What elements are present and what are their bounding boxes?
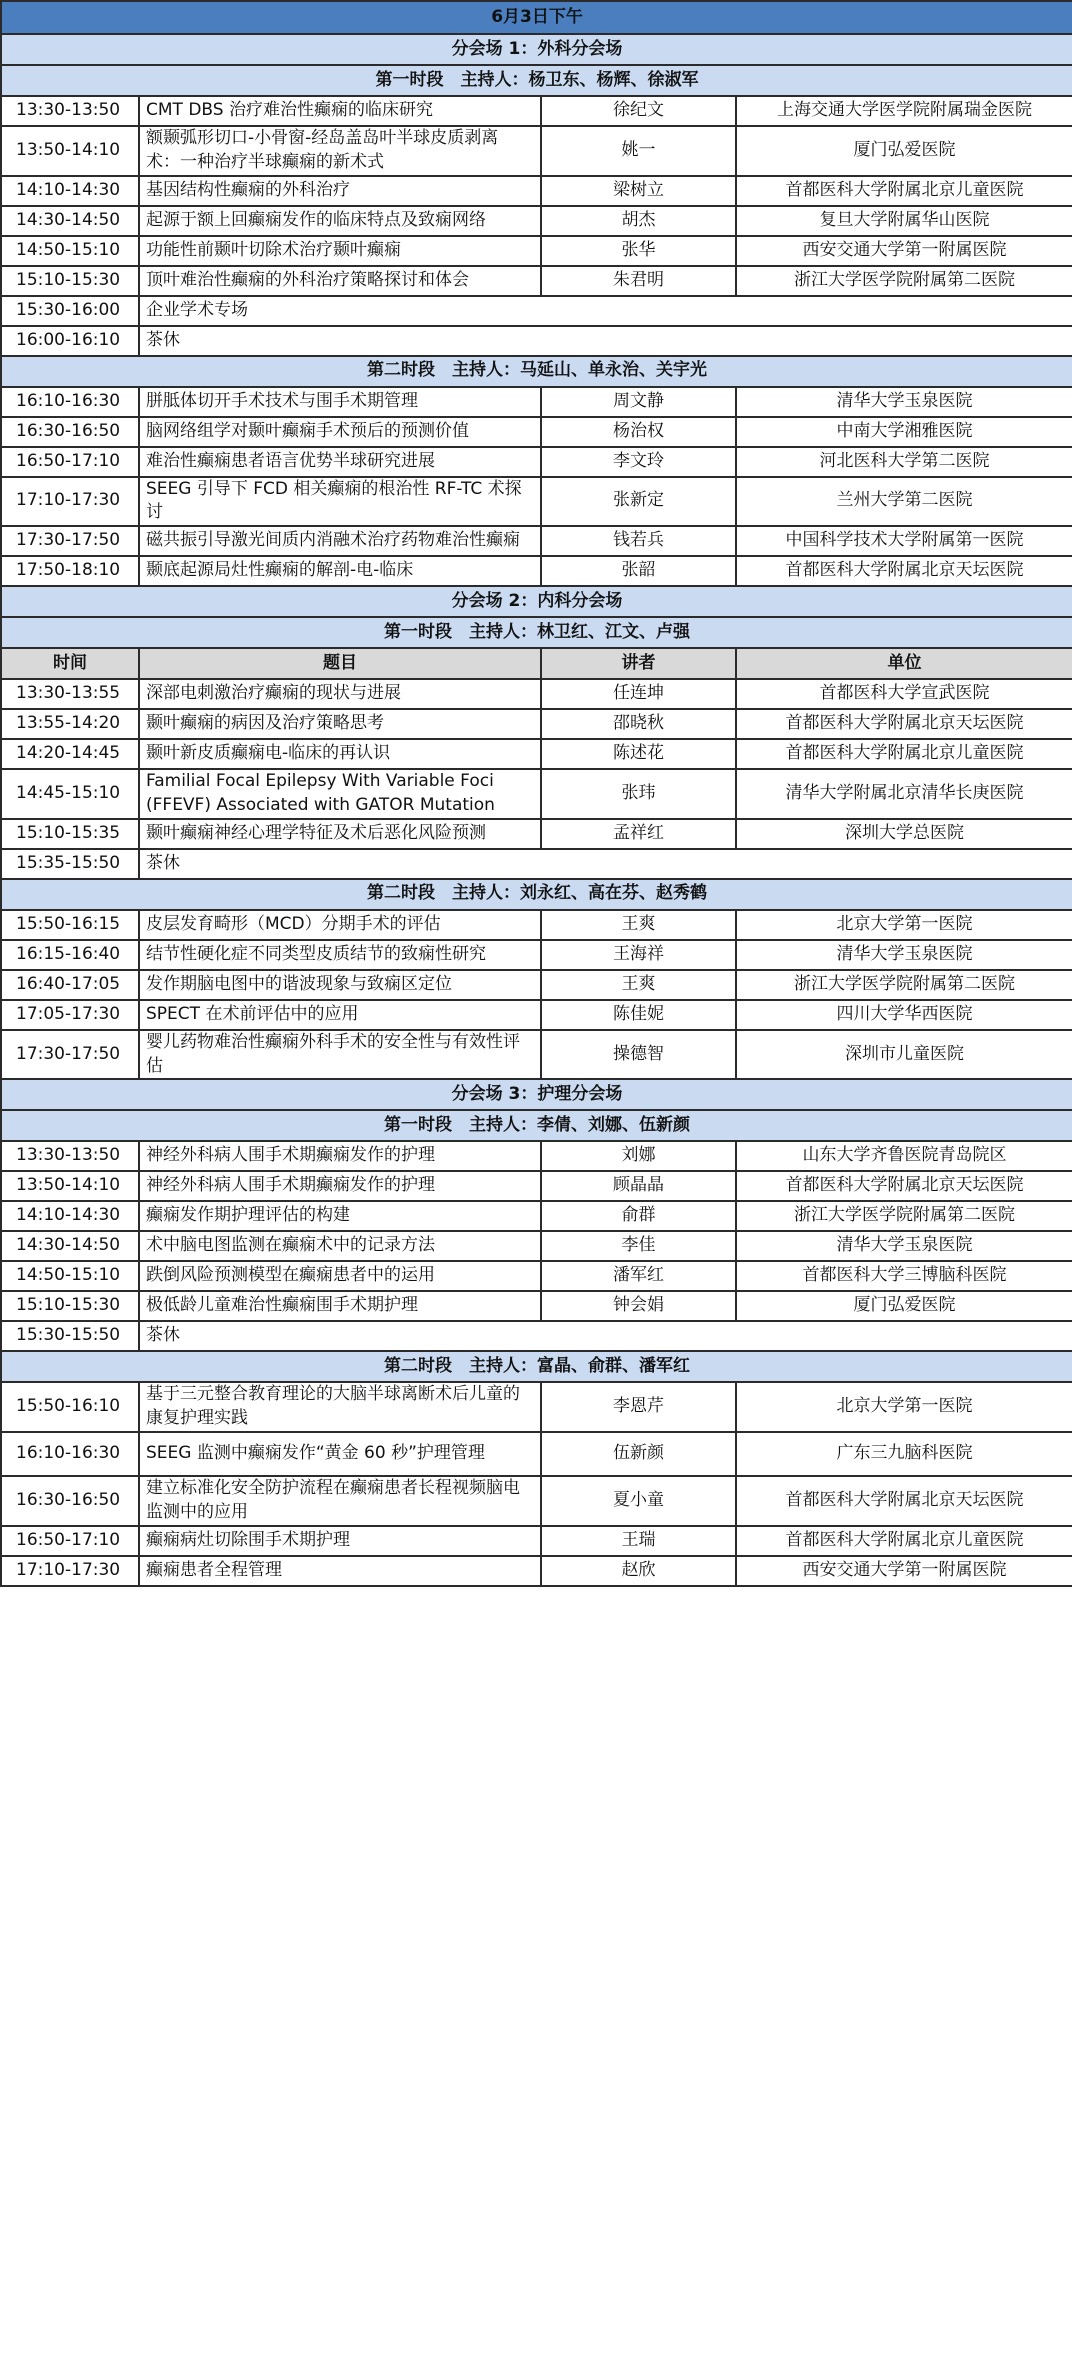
org-cell: 中国科学技术大学附属第一医院 — [736, 526, 1072, 556]
org-cell: 浙江大学医学院附属第二医院 — [736, 266, 1072, 296]
table-row — [1, 1556, 1072, 1586]
topic-cell: 颞底起源局灶性癫痫的解剖-电-临床 — [139, 556, 541, 586]
speaker-cell: 李文玲 — [541, 447, 736, 477]
header-org: 单位 — [736, 648, 1072, 679]
speaker-cell: 赵欣 — [541, 1556, 736, 1586]
topic-cell: 功能性前颞叶切除术治疗颞叶癫痫 — [139, 236, 541, 266]
org-cell: 浙江大学医学院附属第二医院 — [736, 970, 1072, 1000]
time-cell: 13:50-14:10 — [1, 1171, 139, 1201]
topic-cell: 基因结构性癫痫的外科治疗 — [139, 176, 541, 206]
table-row — [1, 1141, 1072, 1171]
table-row — [1, 96, 1072, 126]
session-title: 第一时段 主持人：杨卫东、杨辉、徐淑军 — [1, 65, 1072, 96]
time-cell: 17:10-17:30 — [1, 477, 139, 527]
session-row — [1, 1351, 1072, 1382]
speaker-cell: 张韶 — [541, 556, 736, 586]
session-title: 第二时段 主持人：马延山、单永治、关宇光 — [1, 356, 1072, 387]
table-row — [1, 940, 1072, 970]
speaker-cell: 杨治权 — [541, 417, 736, 447]
topic-cell: 婴儿药物难治性癫痫外科手术的安全性与有效性评估 — [139, 1030, 541, 1080]
table-row — [1, 1000, 1072, 1030]
org-cell: 清华大学玉泉医院 — [736, 387, 1072, 417]
time-cell: 15:50-16:10 — [1, 1382, 139, 1432]
time-cell: 16:30-16:50 — [1, 417, 139, 447]
topic-cell: 茶休 — [139, 326, 1072, 356]
org-cell: 深圳市儿童医院 — [736, 1030, 1072, 1080]
org-cell: 上海交通大学医学院附属瑞金医院 — [736, 96, 1072, 126]
time-cell: 16:00-16:10 — [1, 326, 139, 356]
topic-cell: 颞叶癫痫神经心理学特征及术后恶化风险预测 — [139, 819, 541, 849]
org-cell: 首都医科大学附属北京儿童医院 — [736, 176, 1072, 206]
time-cell: 15:30-16:00 — [1, 296, 139, 326]
topic-cell: 顶叶难治性癫痫的外科治疗策略探讨和体会 — [139, 266, 541, 296]
speaker-cell: 刘娜 — [541, 1141, 736, 1171]
org-cell: 首都医科大学附属北京儿童医院 — [736, 739, 1072, 769]
topic-cell: 磁共振引导激光间质内消融术治疗药物难治性癫痫 — [139, 526, 541, 556]
topic-cell: 脑网络组学对颞叶癫痫手术预后的预测价值 — [139, 417, 541, 447]
topic-cell: 癫痫发作期护理评估的构建 — [139, 1201, 541, 1231]
time-cell: 17:50-18:10 — [1, 556, 139, 586]
speaker-cell: 俞群 — [541, 1201, 736, 1231]
org-cell: 广东三九脑科医院 — [736, 1432, 1072, 1476]
org-cell: 厦门弘爱医院 — [736, 1291, 1072, 1321]
speaker-cell: 顾晶晶 — [541, 1171, 736, 1201]
topic-cell: 神经外科病人围手术期癫痫发作的护理 — [139, 1141, 541, 1171]
time-cell: 16:30-16:50 — [1, 1476, 139, 1526]
topic-cell: SEEG 引导下 FCD 相关癫痫的根治性 RF-TC 术探讨 — [139, 477, 541, 527]
topic-cell: 茶休 — [139, 849, 1072, 879]
table-row — [1, 326, 1072, 356]
topic-cell: 极低龄儿童难治性癫痫围手术期护理 — [139, 1291, 541, 1321]
table-row — [1, 1476, 1072, 1526]
venue-row — [1, 586, 1072, 617]
time-cell: 14:45-15:10 — [1, 769, 139, 819]
table-row — [1, 970, 1072, 1000]
session-row — [1, 879, 1072, 910]
table-row — [1, 1432, 1072, 1476]
org-cell: 清华大学玉泉医院 — [736, 940, 1072, 970]
table-row — [1, 206, 1072, 236]
topic-cell: 结节性硬化症不同类型皮质结节的致痫性研究 — [139, 940, 541, 970]
session-row — [1, 1110, 1072, 1141]
speaker-cell: 钱若兵 — [541, 526, 736, 556]
topic-cell: 皮层发育畸形（MCD）分期手术的评估 — [139, 910, 541, 940]
speaker-cell: 孟祥红 — [541, 819, 736, 849]
table-row — [1, 769, 1072, 819]
session-title: 第二时段 主持人：富晶、俞群、潘军红 — [1, 1351, 1072, 1382]
time-cell: 16:10-16:30 — [1, 1432, 139, 1476]
topic-cell: 起源于额上回癫痫发作的临床特点及致痫网络 — [139, 206, 541, 236]
time-cell: 17:10-17:30 — [1, 1556, 139, 1586]
table-row — [1, 1201, 1072, 1231]
time-cell: 16:10-16:30 — [1, 387, 139, 417]
topic-cell: 发作期脑电图中的谐波现象与致痫区定位 — [139, 970, 541, 1000]
org-cell: 首都医科大学附属北京天坛医院 — [736, 1171, 1072, 1201]
table-row — [1, 1261, 1072, 1291]
table-row — [1, 526, 1072, 556]
title-row — [1, 1, 1072, 34]
session-row — [1, 356, 1072, 387]
speaker-cell: 王海祥 — [541, 940, 736, 970]
page-title: 6月3日下午 — [1, 1, 1072, 34]
topic-cell: 额颞弧形切口-小骨窗-经岛盖岛叶半球皮质剥离术：一种治疗半球癫痫的新术式 — [139, 126, 541, 176]
org-cell: 首都医科大学附属北京天坛医院 — [736, 1476, 1072, 1526]
topic-cell: Familial Focal Epilepsy With Variable Foci (FFEVF) Associated with GATOR Mutation — [139, 769, 541, 819]
time-cell: 15:10-15:30 — [1, 1291, 139, 1321]
speaker-cell: 姚一 — [541, 126, 736, 176]
topic-cell: 颞叶新皮质癫痫电-临床的再认识 — [139, 739, 541, 769]
table-row — [1, 1382, 1072, 1432]
topic-cell: 难治性癫痫患者语言优势半球研究进展 — [139, 447, 541, 477]
org-cell: 北京大学第一医院 — [736, 910, 1072, 940]
speaker-cell: 潘军红 — [541, 1261, 736, 1291]
table-row — [1, 1526, 1072, 1556]
time-cell: 13:30-13:55 — [1, 679, 139, 709]
topic-cell: 颞叶癫痫的病因及治疗策略思考 — [139, 709, 541, 739]
speaker-cell: 陈佳妮 — [541, 1000, 736, 1030]
time-cell: 17:05-17:30 — [1, 1000, 139, 1030]
topic-cell: 神经外科病人围手术期癫痫发作的护理 — [139, 1171, 541, 1201]
speaker-cell: 操德智 — [541, 1030, 736, 1080]
org-cell: 河北医科大学第二医院 — [736, 447, 1072, 477]
speaker-cell: 夏小童 — [541, 1476, 736, 1526]
venue-title: 分会场 2：内科分会场 — [1, 586, 1072, 617]
time-cell: 14:20-14:45 — [1, 739, 139, 769]
table-row — [1, 176, 1072, 206]
table-row — [1, 910, 1072, 940]
org-cell: 清华大学玉泉医院 — [736, 1231, 1072, 1261]
table-row — [1, 849, 1072, 879]
time-cell: 16:50-17:10 — [1, 447, 139, 477]
session-row — [1, 65, 1072, 96]
time-cell: 15:35-15:50 — [1, 849, 139, 879]
header-topic: 题目 — [139, 648, 541, 679]
speaker-cell: 朱君明 — [541, 266, 736, 296]
time-cell: 14:50-15:10 — [1, 1261, 139, 1291]
org-cell: 中南大学湘雅医院 — [736, 417, 1072, 447]
table-row — [1, 819, 1072, 849]
time-cell: 15:10-15:35 — [1, 819, 139, 849]
table-header-row — [1, 648, 1072, 679]
speaker-cell: 王爽 — [541, 970, 736, 1000]
venue-row — [1, 1079, 1072, 1110]
org-cell: 复旦大学附属华山医院 — [736, 206, 1072, 236]
speaker-cell: 梁树立 — [541, 176, 736, 206]
time-cell: 13:30-13:50 — [1, 96, 139, 126]
time-cell: 14:10-14:30 — [1, 1201, 139, 1231]
org-cell: 兰州大学第二医院 — [736, 477, 1072, 527]
time-cell: 15:30-15:50 — [1, 1321, 139, 1351]
venue-row — [1, 34, 1072, 65]
table-row — [1, 1291, 1072, 1321]
table-row — [1, 417, 1072, 447]
time-cell: 17:30-17:50 — [1, 526, 139, 556]
venue-title: 分会场 1：外科分会场 — [1, 34, 1072, 65]
table-row — [1, 477, 1072, 527]
org-cell: 深圳大学总医院 — [736, 819, 1072, 849]
speaker-cell: 王爽 — [541, 910, 736, 940]
speaker-cell: 邵晓秋 — [541, 709, 736, 739]
table-row — [1, 739, 1072, 769]
table-row — [1, 556, 1072, 586]
speaker-cell: 陈述花 — [541, 739, 736, 769]
time-cell: 16:50-17:10 — [1, 1526, 139, 1556]
time-cell: 14:30-14:50 — [1, 206, 139, 236]
time-cell: 14:50-15:10 — [1, 236, 139, 266]
speaker-cell: 张华 — [541, 236, 736, 266]
org-cell: 首都医科大学三博脑科医院 — [736, 1261, 1072, 1291]
time-cell: 16:15-16:40 — [1, 940, 139, 970]
speaker-cell: 王瑞 — [541, 1526, 736, 1556]
org-cell: 首都医科大学附属北京天坛医院 — [736, 556, 1072, 586]
session-title: 第一时段 主持人：李倩、刘娜、伍新颜 — [1, 1110, 1072, 1141]
org-cell: 山东大学齐鲁医院青岛院区 — [736, 1141, 1072, 1171]
table-row — [1, 387, 1072, 417]
org-cell: 厦门弘爱医院 — [736, 126, 1072, 176]
session-title: 第一时段 主持人：林卫红、江文、卢强 — [1, 617, 1072, 648]
table-row — [1, 266, 1072, 296]
table-row — [1, 1321, 1072, 1351]
topic-cell: 基于三元整合教育理论的大脑半球离断术后儿童的康复护理实践 — [139, 1382, 541, 1432]
table-row — [1, 1030, 1072, 1080]
org-cell: 首都医科大学宣武医院 — [736, 679, 1072, 709]
topic-cell: 术中脑电图监测在癫痫术中的记录方法 — [139, 1231, 541, 1261]
org-cell: 首都医科大学附属北京儿童医院 — [736, 1526, 1072, 1556]
topic-cell: SPECT 在术前评估中的应用 — [139, 1000, 541, 1030]
org-cell: 清华大学附属北京清华长庚医院 — [736, 769, 1072, 819]
table-row — [1, 296, 1072, 326]
speaker-cell: 钟会娟 — [541, 1291, 736, 1321]
time-cell: 13:50-14:10 — [1, 126, 139, 176]
table-row — [1, 1231, 1072, 1261]
time-cell: 15:10-15:30 — [1, 266, 139, 296]
speaker-cell: 周文静 — [541, 387, 736, 417]
topic-cell: 癫痫患者全程管理 — [139, 1556, 541, 1586]
table-row — [1, 679, 1072, 709]
topic-cell: 深部电刺激治疗癫痫的现状与进展 — [139, 679, 541, 709]
speaker-cell: 张新定 — [541, 477, 736, 527]
time-cell: 14:30-14:50 — [1, 1231, 139, 1261]
topic-cell: SEEG 监测中癫痫发作“黄金 60 秒”护理管理 — [139, 1432, 541, 1476]
speaker-cell: 胡杰 — [541, 206, 736, 236]
time-cell: 13:55-14:20 — [1, 709, 139, 739]
topic-cell: 茶休 — [139, 1321, 1072, 1351]
speaker-cell: 李佳 — [541, 1231, 736, 1261]
topic-cell: 建立标准化安全防护流程在癫痫患者长程视频脑电监测中的应用 — [139, 1476, 541, 1526]
org-cell: 四川大学华西医院 — [736, 1000, 1072, 1030]
time-cell: 17:30-17:50 — [1, 1030, 139, 1080]
org-cell: 浙江大学医学院附属第二医院 — [736, 1201, 1072, 1231]
table-row — [1, 236, 1072, 266]
time-cell: 13:30-13:50 — [1, 1141, 139, 1171]
time-cell: 14:10-14:30 — [1, 176, 139, 206]
topic-cell: 癫痫病灶切除围手术期护理 — [139, 1526, 541, 1556]
org-cell: 北京大学第一医院 — [736, 1382, 1072, 1432]
session-title: 第二时段 主持人：刘永红、高在芬、赵秀鹤 — [1, 879, 1072, 910]
speaker-cell: 张玮 — [541, 769, 736, 819]
speaker-cell: 徐纪文 — [541, 96, 736, 126]
table-row — [1, 126, 1072, 176]
topic-cell: 胼胝体切开手术技术与围手术期管理 — [139, 387, 541, 417]
session-row — [1, 617, 1072, 648]
topic-cell: 跌倒风险预测模型在癫痫患者中的运用 — [139, 1261, 541, 1291]
table-row — [1, 447, 1072, 477]
topic-cell: 企业学术专场 — [139, 296, 1072, 326]
org-cell: 首都医科大学附属北京天坛医院 — [736, 709, 1072, 739]
speaker-cell: 李恩芹 — [541, 1382, 736, 1432]
venue-title: 分会场 3：护理分会场 — [1, 1079, 1072, 1110]
header-time: 时间 — [1, 648, 139, 679]
topic-cell: CMT DBS 治疗难治性癫痫的临床研究 — [139, 96, 541, 126]
speaker-cell: 任连坤 — [541, 679, 736, 709]
header-speaker: 讲者 — [541, 648, 736, 679]
time-cell: 16:40-17:05 — [1, 970, 139, 1000]
speaker-cell: 伍新颜 — [541, 1432, 736, 1476]
org-cell: 西安交通大学第一附属医院 — [736, 236, 1072, 266]
time-cell: 15:50-16:15 — [1, 910, 139, 940]
table-row — [1, 1171, 1072, 1201]
org-cell: 西安交通大学第一附属医院 — [736, 1556, 1072, 1586]
table-row — [1, 709, 1072, 739]
